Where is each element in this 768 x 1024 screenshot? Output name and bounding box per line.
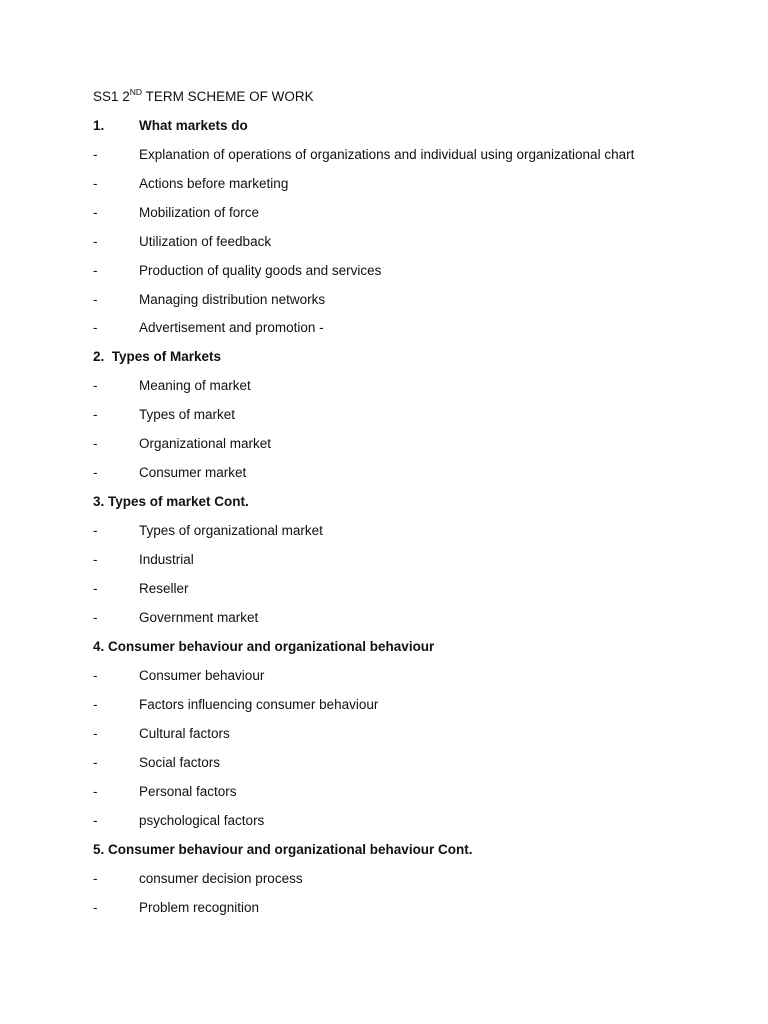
section-number: 1. <box>93 118 105 133</box>
list-item-text: Consumer market <box>139 465 247 480</box>
bullet-dash: - <box>93 552 98 567</box>
bullet-dash: - <box>93 755 98 770</box>
bullet-dash: - <box>93 205 98 220</box>
bullet-dash: - <box>93 610 98 625</box>
list-item-text: Factors influencing consumer behaviour <box>139 697 379 712</box>
bullet-dash: - <box>93 320 98 335</box>
bullet-dash: - <box>93 581 98 596</box>
list-item-text: psychological factors <box>139 813 265 828</box>
bullet-dash: - <box>93 668 98 683</box>
bullet-dash: - <box>93 292 98 307</box>
list-item-text: Mobilization of force <box>139 205 260 220</box>
list-item-text: Explanation of operations of organizations and individual using organizational chart <box>139 147 635 162</box>
bullet-dash: - <box>93 813 98 828</box>
title-prefix: SS1 2 <box>93 89 130 104</box>
list-item-text: Actions before marketing <box>139 176 289 191</box>
bullet-dash: - <box>93 234 98 249</box>
bullet-dash: - <box>93 176 98 191</box>
section-title: 2. Types of Markets <box>93 349 222 364</box>
section-heading-3 <box>93 493 748 511</box>
bullet-dash: - <box>93 900 98 915</box>
list-item-text: Reseller <box>139 581 189 596</box>
list-item-text: Government market <box>139 610 259 625</box>
title-superscript: ND <box>129 86 143 97</box>
list-item-text: Consumer behaviour <box>139 668 265 683</box>
list-item-text: Industrial <box>139 552 194 567</box>
bullet-dash: - <box>93 147 98 162</box>
bullet-dash: - <box>93 523 98 538</box>
bullet-dash: - <box>93 465 98 480</box>
list-item-text: Organizational market <box>139 436 272 451</box>
bullet-dash: - <box>93 436 98 451</box>
list-item-text: Advertisement and promotion - <box>139 320 324 335</box>
bullet-dash: - <box>93 407 98 422</box>
section-heading-5 <box>93 841 748 859</box>
list-item-text: consumer decision process <box>139 871 303 886</box>
bullet-dash: - <box>93 697 98 712</box>
list-item-text: Meaning of market <box>139 378 251 393</box>
bullet-dash: - <box>93 871 98 886</box>
list-item-text: Personal factors <box>139 784 237 799</box>
section-title: What markets do <box>139 118 248 133</box>
section-title: 3. Types of market Cont. <box>93 494 249 509</box>
list-item-text: Types of market <box>139 407 236 422</box>
bullet-dash: - <box>93 263 98 278</box>
list-item-text: Managing distribution networks <box>139 292 326 307</box>
section-heading-2 <box>93 348 748 366</box>
bullet-dash: - <box>93 784 98 799</box>
title-suffix: TERM SCHEME OF WORK <box>142 89 314 104</box>
list-item-text: Problem recognition <box>139 900 260 915</box>
bullet-dash: - <box>93 726 98 741</box>
list-item-text: Social factors <box>139 755 221 770</box>
document-title <box>93 88 748 106</box>
bullet-dash: - <box>93 378 98 393</box>
section-heading-4 <box>93 638 748 656</box>
list-item-text: Types of organizational market <box>139 523 323 538</box>
section-title: 4. Consumer behaviour and organizational behaviour <box>93 639 435 654</box>
list-item-text: Cultural factors <box>139 726 230 741</box>
section-title: 5. Consumer behaviour and organizational behaviour Cont. <box>93 842 473 857</box>
list-item-text: Production of quality goods and services <box>139 263 382 278</box>
list-item-text: Utilization of feedback <box>139 234 272 249</box>
